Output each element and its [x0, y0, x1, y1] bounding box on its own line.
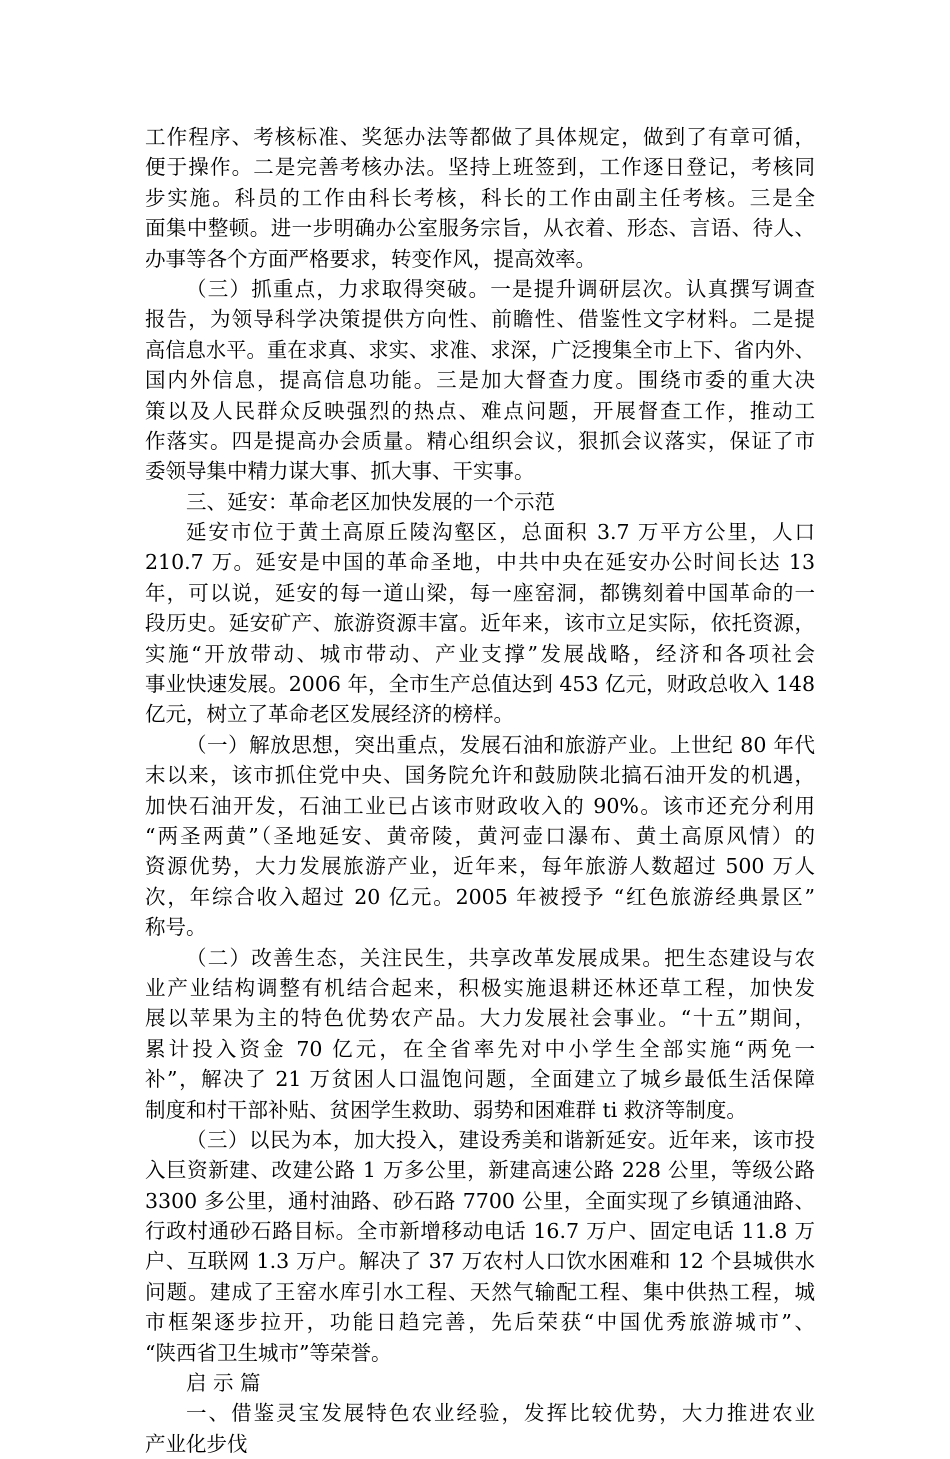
text-line: 报告，为领导科学决策提供方向性、前瞻性、借鉴性文字材料。二是提: [145, 307, 815, 332]
text-line: 补”，解决了 21 万贫困人口温饱问题，全面建立了城乡最低生活保障: [145, 1067, 815, 1092]
text-line: 面集中整顿。进一步明确办公室服务宗旨，从衣着、形态、言语、待人、: [145, 216, 815, 241]
text-line: 三、延安：革命老区加快发展的一个示范: [186, 489, 555, 514]
text-line: 启 示 篇: [186, 1371, 261, 1396]
text-line: 亿元，树立了革命老区发展经济的榜样。: [145, 702, 514, 727]
text-line: 户、互联网 1.3 万户。解决了 37 万农村人口饮水困难和 12 个县城供水: [145, 1249, 815, 1274]
text-line: 210.7 万。延安是中国的革命圣地，中共中央在延安办公时间长达 13: [145, 550, 815, 575]
text-line: 资源优势，大力发展旅游产业，近年来，每年旅游人数超过 500 万人: [145, 854, 815, 879]
text-line: 末以来，该市抓住党中央、国务院允许和鼓励陕北搞石油开发的机遇，: [145, 763, 815, 788]
text-line: “两圣两黄”（圣地延安、黄帝陵，黄河壶口瀑布、黄土高原风情）的: [145, 823, 815, 848]
text-line: （一）解放思想，突出重点，发展石油和旅游产业。上世纪 80 年代: [186, 732, 815, 757]
text-line: 次，年综合收入超过 20 亿元。2005 年被授予 “红色旅游经典景区”: [145, 884, 815, 909]
text-line: 制度和村干部补贴、贫困学生救助、弱势和困难群 ti 救济等制度。: [145, 1097, 747, 1122]
text-line: 实施“开放带动、城市带动、产业支撑”发展战略，经济和各项社会: [145, 641, 815, 666]
text-line: 办事等各个方面严格要求，转变作风，提高效率。: [145, 246, 596, 271]
text-line: 事业快速发展。2006 年，全市生产总值达到 453 亿元，财政总收入 148: [145, 672, 815, 697]
text-line: （三）以民为本，加大投入，建设秀美和谐新延安。近年来，该市投: [186, 1127, 815, 1152]
text-line: 行政村通砂石路目标。全市新增移动电话 16.7 万户、固定电话 11.8 万: [145, 1219, 815, 1244]
body-text: [145, 122, 815, 1459]
text-line: （二）改善生态，关注民生，共享改革发展成果。把生态建设与农: [186, 945, 815, 970]
text-line: 加快石油开发，石油工业已占该市财政收入的 90%。该市还充分利用: [145, 793, 815, 818]
text-line: 问题。建成了王窑水库引水工程、天然气输配工程、集中供热工程，城: [145, 1279, 815, 1304]
text-line: 3300 多公里，通村油路、砂石路 7700 公里，全面实现了乡镇通油路、: [145, 1188, 815, 1213]
text-line: 业产业结构调整有机结合起来，积极实施退耕还林还草工程，加快发: [145, 975, 815, 1000]
text-line: 工作程序、考核标准、奖惩办法等都做了具体规定，做到了有章可循，: [145, 125, 815, 149]
text-line: 年，可以说，延安的每一道山梁，每一座窑洞，都镌刻着中国革命的一: [145, 580, 815, 605]
text-line: 段历史。延安矿产、旅游资源丰富。近年来，该市立足实际，依托资源，: [145, 611, 815, 636]
text-line: 作落实。四是提高办会质量。精心组织会议，狠抓会议落实，保证了市: [145, 428, 815, 453]
text-line: 便于操作。二是完善考核办法。坚持上班签到，工作逐日登记，考核同: [145, 155, 815, 180]
text-line: 一、借鉴灵宝发展特色农业经验，发挥比较优势，大力推进农业: [186, 1401, 815, 1426]
text-line: （三）抓重点，力求取得突破。一是提升调研层次。认真撰写调查: [186, 276, 815, 301]
text-line: 延安市位于黄土高原丘陵沟壑区，总面积 3.7 万平方公里，人口: [186, 520, 815, 545]
text-line: 产业化步伐: [145, 1431, 248, 1456]
text-line: 国内外信息，提高信息功能。三是加大督查力度。围绕市委的重大决: [145, 368, 815, 393]
text-line: 步实施。科员的工作由科长考核，科长的工作由副主任考核。三是全: [145, 185, 815, 210]
text-line: 市框架逐步拉开，功能日趋完善，先后荣获“中国优秀旅游城市”、: [145, 1310, 815, 1335]
text-line: 策以及人民群众反映强烈的热点、难点问题，开展督查工作，推动工: [145, 398, 815, 423]
text-line: 累计投入资金 70 亿元，在全省率先对中小学生全部实施“两免一: [145, 1036, 815, 1061]
text-line: 委领导集中精力谋大事、抓大事、干实事。: [145, 459, 535, 484]
text-line: 称号。: [145, 915, 207, 940]
text-line: “陕西省卫生城市”等荣誉。: [145, 1340, 392, 1365]
text-line: 展以苹果为主的特色优势农产品。大力发展社会事业。“十五”期间，: [145, 1006, 815, 1031]
text-line: 入巨资新建、改建公路 1 万多公里，新建高速公路 228 公里，等级公路: [145, 1158, 815, 1183]
text-line: 高信息水平。重在求真、求实、求准、求深，广泛搜集全市上下、省内外、: [145, 337, 815, 362]
